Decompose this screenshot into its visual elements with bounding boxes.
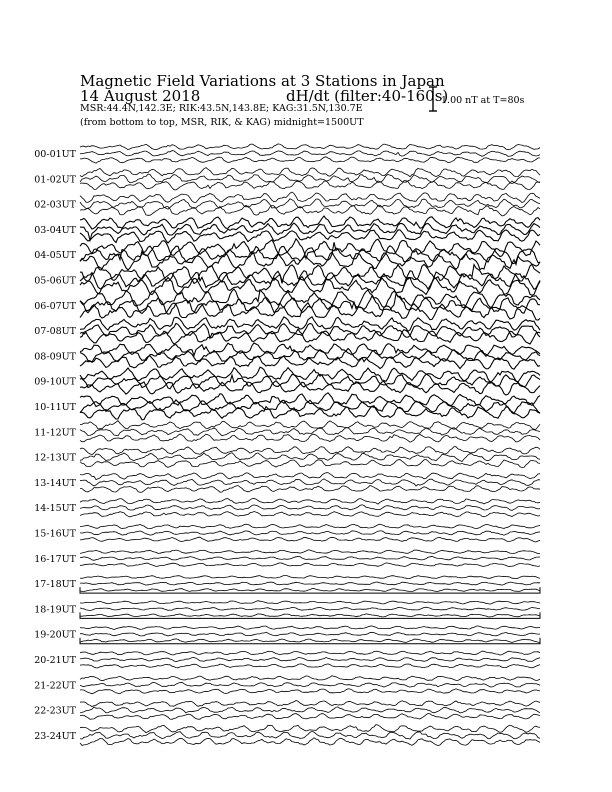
trace-msr-13-14ut bbox=[80, 486, 540, 493]
trace-kag-19-20ut bbox=[80, 626, 540, 630]
hour-label: 09-10UT bbox=[34, 376, 76, 388]
hour-label: 00-01UT bbox=[34, 149, 76, 160]
trace-rik-17-18ut bbox=[80, 582, 540, 585]
trace-kag-15-16ut bbox=[80, 524, 540, 528]
trace-msr-21-22ut bbox=[80, 689, 540, 694]
trace-msr-00-01ut bbox=[80, 157, 540, 163]
trace-rik-16-17ut bbox=[80, 556, 540, 560]
trace-rik-09-10ut bbox=[80, 374, 540, 389]
hour-label: 20-21UT bbox=[34, 655, 76, 666]
hour-label: 23-24UT bbox=[34, 730, 76, 742]
trace-rik-00-01ut bbox=[80, 151, 540, 157]
trace-kag-22-23ut bbox=[80, 701, 540, 707]
trace-rik-12-13ut bbox=[80, 453, 540, 462]
trace-rik-08-09ut bbox=[80, 348, 540, 362]
trace-msr-07-08ut bbox=[80, 329, 540, 344]
hour-label: 18-19UT bbox=[34, 604, 76, 616]
trace-kag-00-01ut bbox=[80, 144, 540, 150]
trace-rik-18-19ut bbox=[80, 607, 540, 610]
trace-msr-02-03ut bbox=[80, 205, 540, 216]
hour-label: 17-18UT bbox=[34, 579, 76, 591]
station-coordinates: MSR:44.4N,142.3E; RIK:43.5N,143.8E; KAG:31.5N,130.7E bbox=[80, 103, 363, 114]
scale-label: 1.00 nT at T=80s bbox=[441, 95, 525, 106]
hour-label: 02-03UT bbox=[34, 199, 76, 211]
trace-msr-23-24ut bbox=[80, 738, 540, 746]
hour-label: 22-23UT bbox=[34, 705, 76, 717]
hour-label: 13-14UT bbox=[34, 477, 76, 489]
trace-kag-02-03ut bbox=[80, 192, 540, 202]
trace-msr-11-12ut bbox=[80, 434, 540, 442]
trace-msr-12-13ut bbox=[80, 459, 540, 467]
hour-label: 10-11UT bbox=[34, 402, 76, 413]
hour-label: 04-05UT bbox=[34, 250, 76, 262]
hour-label: 08-09UT bbox=[34, 351, 76, 363]
trace-rik-11-12ut bbox=[80, 428, 540, 436]
trace-kag-08-09ut bbox=[80, 343, 540, 356]
hour-label: 16-17UT bbox=[34, 553, 76, 565]
trace-rik-07-08ut bbox=[80, 323, 540, 338]
trace-kag-13-14ut bbox=[80, 473, 540, 480]
date-label: 14 August 2018 bbox=[80, 87, 201, 105]
hour-label: 12-13UT bbox=[34, 452, 76, 464]
trace-rik-14-15ut bbox=[80, 505, 540, 511]
trace-kag-16-17ut bbox=[80, 550, 540, 554]
hour-label: 07-08UT bbox=[34, 326, 76, 338]
trace-msr-22-23ut bbox=[80, 714, 540, 720]
trace-rik-23-24ut bbox=[80, 731, 540, 739]
hour-label: 14-15UT bbox=[34, 503, 76, 515]
trace-msr-14-15ut bbox=[80, 512, 540, 517]
trace-msr-15-16ut bbox=[80, 537, 540, 542]
trace-kag-11-12ut bbox=[80, 421, 540, 430]
trace-kag-21-22ut bbox=[80, 676, 540, 681]
trace-kag-18-19ut bbox=[80, 601, 540, 604]
trace-msr-19-20ut bbox=[80, 639, 540, 643]
hour-label: 11-12UT bbox=[34, 427, 76, 439]
hour-label: 21-22UT bbox=[34, 680, 76, 692]
trace-msr-18-19ut bbox=[80, 614, 540, 617]
trace-kag-17-18ut bbox=[80, 576, 540, 579]
station-order-note: (from bottom to top, MSR, RIK, & KAG) midnight=1500UT bbox=[80, 117, 364, 128]
trace-rik-20-21ut bbox=[80, 658, 540, 662]
hour-label: 15-16UT bbox=[34, 528, 76, 540]
trace-rik-21-22ut bbox=[80, 682, 540, 687]
hour-label: 01-02UT bbox=[34, 174, 76, 186]
trace-kag-09-10ut bbox=[80, 367, 540, 382]
trace-rik-15-16ut bbox=[80, 531, 540, 535]
trace-kag-03-04ut bbox=[80, 216, 540, 229]
hour-label: 05-06UT bbox=[34, 275, 76, 287]
baseline-bracket bbox=[80, 638, 540, 644]
hour-label: 19-20UT bbox=[34, 629, 76, 641]
trace-msr-01-02ut bbox=[80, 181, 540, 190]
trace-msr-20-21ut bbox=[80, 664, 540, 668]
trace-msr-17-18ut bbox=[80, 589, 540, 592]
trace-kag-14-15ut bbox=[80, 498, 540, 504]
trace-kag-20-21ut bbox=[80, 651, 540, 655]
chart-title: Magnetic Field Variations at 3 Stations in Japan bbox=[80, 72, 445, 90]
trace-msr-16-17ut bbox=[80, 563, 540, 567]
trace-rik-01-02ut bbox=[80, 174, 540, 184]
trace-kag-23-24ut bbox=[80, 725, 540, 733]
trace-rik-22-23ut bbox=[80, 707, 540, 713]
trace-rik-13-14ut bbox=[80, 479, 540, 486]
trace-msr-10-11ut bbox=[80, 406, 540, 420]
hour-label: 03-04UT bbox=[34, 224, 76, 236]
trace-rik-19-20ut bbox=[80, 632, 540, 636]
quantity-label: dH/dt (filter:40-160s) bbox=[286, 87, 449, 105]
hour-label: 06-07UT bbox=[34, 300, 76, 312]
